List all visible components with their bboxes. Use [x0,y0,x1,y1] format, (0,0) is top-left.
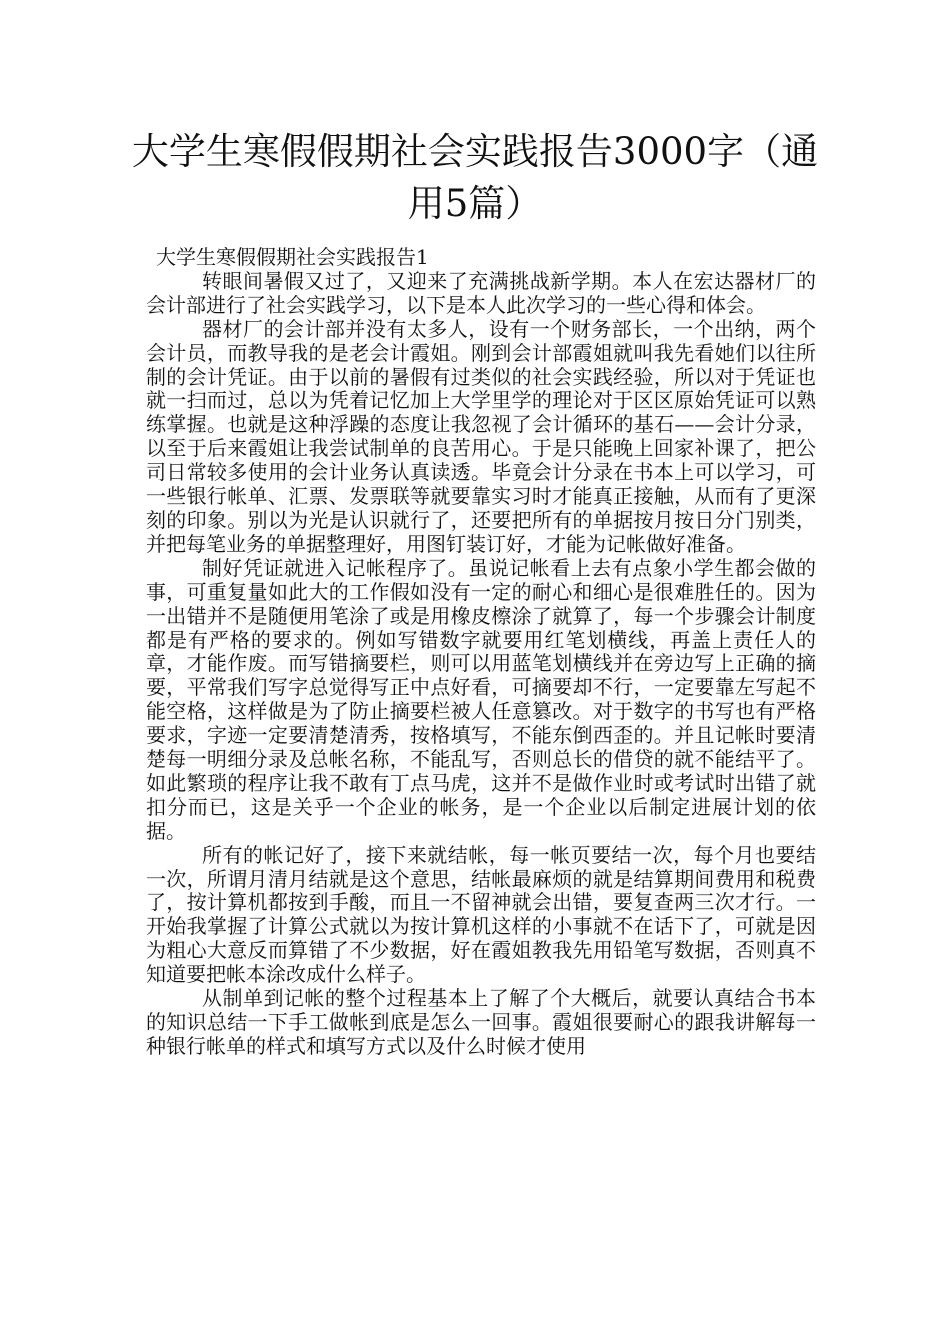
document-title: 大学生寒假假期社会实践报告3000字（通用5篇） [131,130,819,225]
paragraph: 转眼间暑假又过了，又迎来了充满挑战新学期。本人在宏达器材厂的会计部进行了社会实践学习，以下是本人此次学习的一些心得和体会。 [146,268,816,317]
section-heading: 大学生寒假假期社会实践报告1 [156,245,429,269]
document-body [146,246,816,1059]
paragraph: 制好凭证就进入记帐程序了。虽说记帐看上去有点象小学生都会做的事，可重复量如此大的工作假如没有一定的耐心和细心是很难胜任的。因为一出错并不是随便用笔涂了或是用橡皮檫涂了就算了，每一个步骤会计制度都是有严格的要求的。例如写错数字就要用红笔划横线，再盖上责任人的章，才能作废。而写错摘要栏，则可以用蓝笔划横线并在旁边写上正确的摘要，平常我们写字总觉得写正中点好看，可摘要却不行，一定要靠左写起不能空格，这样做是为了防止摘要栏被人任意篡改。对于数字的书写也有严格要求，字迹一定要清楚清秀，按格填写，不能东倒西歪的。并且记帐时要清楚每一明细分录及总帐名称，不能乱写，否则总长的借贷的就不能结平了。如此繁琐的程序让我不敢有丁点马虎，这并不是做作业时或考试时出错了就扣分而已，这是关乎一个企业的帐务，是一个企业以后制定进展计划的依据。 [146,555,816,843]
paragraph: 从制单到记帐的整个过程基本上了解了个大概后，就要认真结合书本的知识总结一下手工做帐到底是怎么一回事。霞姐很要耐心的跟我讲解每一种银行帐单的样式和填写方式以及什么时候才使用 [146,986,816,1058]
paragraph: 所有的帐记好了，接下来就结帐，每一帐页要结一次，每个月也要结一次，所谓月清月结就是这个意思，结帐最麻烦的就是结算期间费用和税费了，按计算机都按到手酸，而且一不留神就会出错，要复查两三次才行。一开始我掌握了计算公式就以为按计算机这样的小事就不在话下了，可就是因为粗心大意反而算错了不少数据，好在霞姐教我先用铅笔写数据，否则真不知道要把帐本涂改成什么样子。 [146,842,816,987]
paragraph: 器材厂的会计部并没有太多人，设有一个财务部长，一个出纳，两个会计员，而教导我的是老会计霞姐。刚到会计部霞姐就叫我先看她们以往所制的会计凭证。由于以前的暑假有过类似的社会实践经验，所以对于凭证也就一扫而过，总以为凭着记忆加上大学里学的理论对于区区原始凭证可以熟练掌握。也就是这种浮躁的态度让我忽视了会计循环的基石——会计分录，以至于后来霞姐让我尝试制单的良苦用心。于是只能晚上回家补课了，把公司日常较多使用的会计业务认真读透。毕竟会计分录在书本上可以学习，可一些银行帐单、汇票、发票联等就要靠实习时才能真正接触，从而有了更深刻的印象。别以为光是认识就行了，还要把所有的单据按月按日分门别类，并把每笔业务的单据整理好，用图钉装订好，才能为记帐做好准备。 [146,316,816,556]
